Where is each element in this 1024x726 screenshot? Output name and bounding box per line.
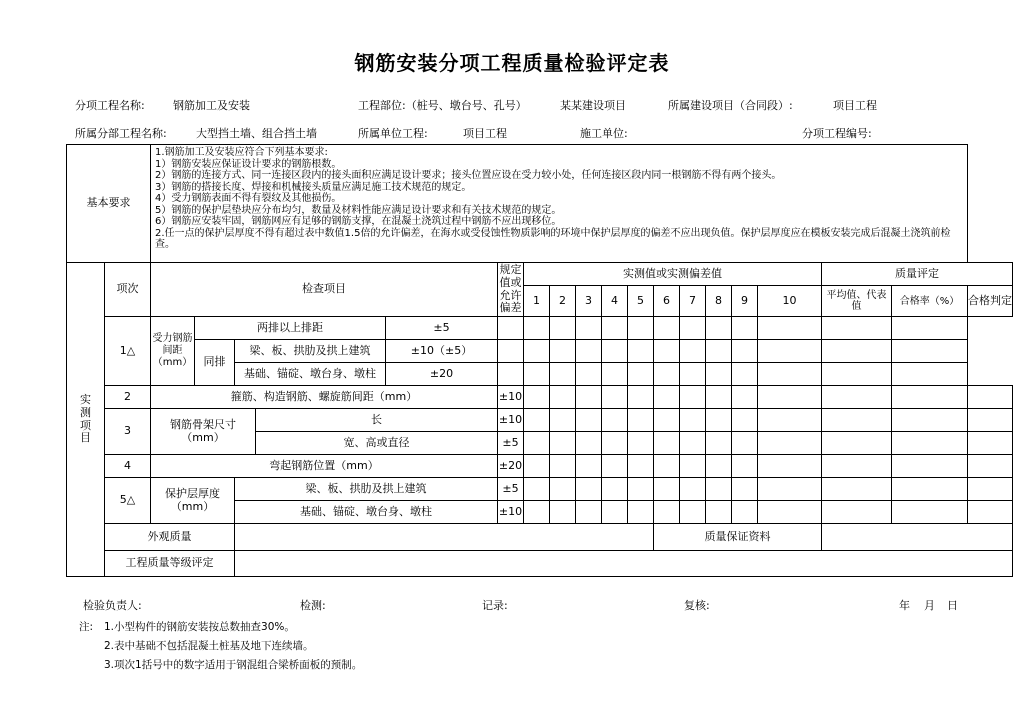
contractor-label: 施工单位: bbox=[580, 127, 628, 140]
unit-work-label: 所属单位工程: bbox=[358, 127, 428, 140]
item-1-row-2: 梁、板、拱肋及拱上建筑 bbox=[235, 340, 386, 363]
work-part-value: 某某建设项目 bbox=[560, 99, 626, 112]
item-5-row-2: 基础、锚碇、墩台身、墩柱 bbox=[235, 501, 498, 524]
col-spec: 规定值或允许偏差 bbox=[498, 263, 524, 317]
item-1-row-1-spec: ±5 bbox=[386, 317, 498, 340]
item-1-no: 1△ bbox=[105, 317, 151, 386]
col-point-3: 3 bbox=[576, 286, 602, 317]
note-1: 1.小型构件的钢筋安装按总数抽查30%。 bbox=[104, 621, 295, 633]
col-measured: 实测值或实测偏差值 bbox=[524, 263, 822, 286]
item-5-row-1: 梁、板、拱肋及拱上建筑 bbox=[235, 478, 498, 501]
subitem-name-label: 分项工程名称: bbox=[75, 99, 145, 112]
col-point-1: 1 bbox=[524, 286, 550, 317]
item-5-row-1-spec: ±5 bbox=[498, 478, 524, 501]
item-2-name: 箍筋、构造钢筋、螺旋筋间距（mm） bbox=[151, 386, 498, 409]
col-average: 平均值、代表值 bbox=[822, 286, 892, 317]
quality-grade-label: 工程质量等级评定 bbox=[105, 551, 235, 577]
division-name-label: 所属分部工程名称: bbox=[75, 127, 167, 140]
inspection-table bbox=[66, 144, 1013, 577]
basic-requirements-text: 1.钢筋加工及安装应符合下列基本要求: 1）钢筋安装应保证设计要求的钢筋根数。 2）钢筋的连接方式、同一连接区段内的接头面积应满足设计要求；接头位置应设在受力较小处，任何连接区段内同一根钢筋不得有两个接头。 3）钢筋的搭接长度、焊接和机械接头质量应满足施工技术规范的规定。 4）受力钢筋表面不得有裂纹及其他损伤。 5）钢筋的保护层垫块应分布均匀，数量及材料性能应满足设计要求和有关技术规范的规定。 6）钢筋应安装牢固，钢筋网应有足够的钢筋支撑，在混凝土浇筑过程中钢筋不应出现移位。 2.任一点的保护层厚度不得有超过表中数值1.5倍的允许偏差，在海水或受侵蚀性物质影响的环境中保护层厚度的偏差不应出现负值。保护层厚度应在模板安装完成后混凝土浇筑前检查。 bbox=[151, 145, 968, 263]
col-pass-rate: 合格率（%） bbox=[892, 286, 968, 317]
recorder-label: 记录: bbox=[482, 599, 508, 612]
col-point-6: 6 bbox=[654, 286, 680, 317]
col-point-5: 5 bbox=[628, 286, 654, 317]
col-point-7: 7 bbox=[680, 286, 706, 317]
date-month-label: 月 bbox=[924, 599, 935, 612]
construction-project-label: 所属建设项目（合同段）: bbox=[668, 99, 793, 112]
date-day-label: 日 bbox=[947, 599, 958, 612]
item-2-no: 2 bbox=[105, 386, 151, 409]
item-1-same-row: 同排 bbox=[195, 340, 235, 386]
item-3-row-2-spec: ±5 bbox=[498, 432, 524, 455]
work-part-label: 工程部位:（桩号、墩台号、孔号） bbox=[358, 99, 527, 112]
quality-assurance-label: 质量保证资料 bbox=[654, 524, 822, 551]
item-3-no: 3 bbox=[105, 409, 151, 455]
col-quality: 质量评定 bbox=[822, 263, 1013, 286]
subitem-name-value: 钢筋加工及安装 bbox=[173, 99, 250, 112]
quality-assurance-field bbox=[822, 524, 1013, 551]
appearance-quality-field bbox=[235, 524, 654, 551]
item-4-name: 弯起钢筋位置（mm） bbox=[151, 455, 498, 478]
page-title: 钢筋安装分项工程质量检验评定表 bbox=[354, 51, 670, 75]
note-2: 2.表中基础不包括混凝土桩基及地下连续墙。 bbox=[104, 640, 314, 652]
notes-prefix: 注: bbox=[79, 621, 94, 633]
construction-project-value: 项目工程 bbox=[833, 99, 877, 112]
item-4-no: 4 bbox=[105, 455, 151, 478]
date-year-label: 年 bbox=[899, 599, 910, 612]
col-point-2: 2 bbox=[550, 286, 576, 317]
item-1-row-3-spec: ±20 bbox=[386, 363, 498, 386]
item-3-row-2: 宽、高或直径 bbox=[256, 432, 498, 455]
col-point-9: 9 bbox=[732, 286, 758, 317]
item-4-spec: ±20 bbox=[498, 455, 524, 478]
item-3-row-1: 长 bbox=[256, 409, 498, 432]
item-3-group: 钢筋骨架尺寸（mm） bbox=[151, 409, 256, 455]
note-3: 3.项次1括号中的数字适用于钢混组合梁桥面板的预制。 bbox=[104, 659, 363, 671]
quality-grade-field bbox=[235, 551, 1013, 577]
item-1-group: 受力钢筋间距（mm） bbox=[151, 317, 195, 386]
col-verdict: 合格判定 bbox=[968, 286, 1013, 317]
item-5-no: 5△ bbox=[105, 478, 151, 524]
unit-work-value: 项目工程 bbox=[463, 127, 507, 140]
col-point-8: 8 bbox=[706, 286, 732, 317]
subitem-code-label: 分项工程编号: bbox=[802, 127, 872, 140]
col-point-4: 4 bbox=[602, 286, 628, 317]
item-3-row-1-spec: ±10 bbox=[498, 409, 524, 432]
item-1-row-1: 两排以上排距 bbox=[195, 317, 386, 340]
col-item-no: 项次 bbox=[105, 263, 151, 317]
item-1-row-2-spec: ±10（±5） bbox=[386, 340, 498, 363]
basic-requirements-label: 基本要求 bbox=[67, 145, 151, 263]
appearance-quality-label: 外观质量 bbox=[105, 524, 235, 551]
measured-items-label: 实 测 项 目 bbox=[67, 263, 105, 577]
item-5-row-2-spec: ±10 bbox=[498, 501, 524, 524]
reviewer-label: 复核: bbox=[684, 599, 710, 612]
item-5-group: 保护层厚度（mm） bbox=[151, 478, 235, 524]
item-2-spec: ±10 bbox=[498, 386, 524, 409]
division-name-value: 大型挡土墙、组合挡土墙 bbox=[196, 127, 317, 140]
col-point-10: 10 bbox=[758, 286, 822, 317]
item-1-row-3: 基础、锚碇、墩台身、墩柱 bbox=[235, 363, 386, 386]
col-check-item: 检查项目 bbox=[151, 263, 498, 317]
inspection-lead-label: 检验负责人: bbox=[83, 599, 142, 612]
tester-label: 检测: bbox=[300, 599, 326, 612]
